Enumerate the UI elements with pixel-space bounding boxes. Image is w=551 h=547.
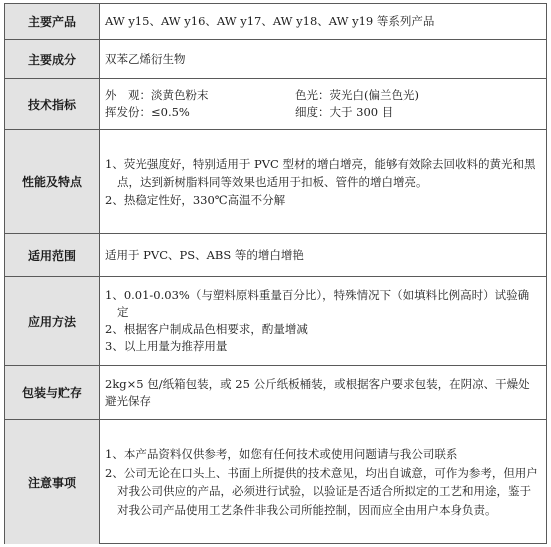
row-main-product (5, 4, 546, 40)
usage-item-2: 2、根据客户制成品色相要求，酌量增减 (105, 322, 308, 336)
value-notes (100, 420, 546, 544)
value-main-component (100, 40, 546, 78)
value-scope (100, 234, 546, 276)
performance-item-1: 1、荧光强度好，特别适用于 PVC 型材的增白增亮，能够有效除去回收料的黄光和黑点，达到新树脂料同等效果也适用于扣板、管件的增白增亮。 (105, 156, 536, 189)
usage-item-1: 1、0.01-0.03%（与塑料原料重量百分比），特殊情况下（如填料比例高时）试验确定 (105, 288, 530, 319)
label-main-product: 主要产品 (5, 4, 100, 39)
label-main-component: 主要成分 (5, 40, 100, 78)
row-notes (5, 420, 546, 544)
value-packaging (100, 366, 546, 419)
main-product-text: AW y15、AW y16、AW y17、AW y18、AW y19 等系列产品 (105, 14, 435, 28)
packaging-text: 2kg×5 包/纸箱包装，或 25 公斤纸板桶装，或根据客户要求包装，在阴凉、干燥处避光保存 (105, 376, 530, 408)
spec-line-2 (105, 104, 540, 121)
label-performance: 性能及特点 (5, 130, 100, 233)
notes-item-2: 2、公司无论在口头上、书面上所提供的技术意见，均出自诚意，可作为参考，但用户对我公司供应的产品，必须进行试验，以验证是否适合所拟定的工艺和用途，鉴于对我公司产品使用工艺条件非我公司所能控制，因而应全由用户本身负责。 (105, 465, 538, 517)
spec-fineness: 细度：大于 300 目 (295, 105, 394, 119)
value-technical-index (100, 79, 546, 129)
performance-item-2: 2、热稳定性好，330℃高温不分解 (105, 192, 286, 207)
value-main-product (100, 4, 546, 39)
label-technical-index: 技术指标 (5, 79, 100, 129)
label-scope: 适用范围 (5, 234, 100, 276)
label-packaging: 包装与贮存 (5, 366, 100, 419)
value-performance (100, 130, 546, 233)
spec-volatility: 挥发份：≤0.5% (105, 105, 190, 119)
row-usage (5, 277, 546, 366)
value-usage (100, 277, 546, 365)
row-performance (5, 130, 546, 234)
product-spec-table (4, 3, 547, 544)
spec-line-1 (105, 87, 540, 104)
notes-item-1: 1、本产品资料仅供参考，如您有任何技术或使用问题请与我公司联系 (105, 447, 458, 461)
label-usage: 应用方法 (5, 277, 100, 365)
row-main-component (5, 40, 546, 79)
row-technical-index (5, 79, 546, 130)
label-notes: 注意事项 (5, 420, 100, 544)
row-packaging (5, 366, 546, 420)
scope-text: 适用于 PVC、PS、ABS 等的增白增艳 (105, 247, 304, 262)
spec-color: 色光：荧光白(偏兰色光) (295, 88, 419, 102)
main-component-text: 双苯乙烯衍生物 (105, 51, 186, 66)
spec-appearance: 外 观：淡黄色粉末 (105, 88, 209, 102)
usage-item-3: 3、以上用量为推荐用量 (105, 339, 228, 353)
row-scope (5, 234, 546, 277)
